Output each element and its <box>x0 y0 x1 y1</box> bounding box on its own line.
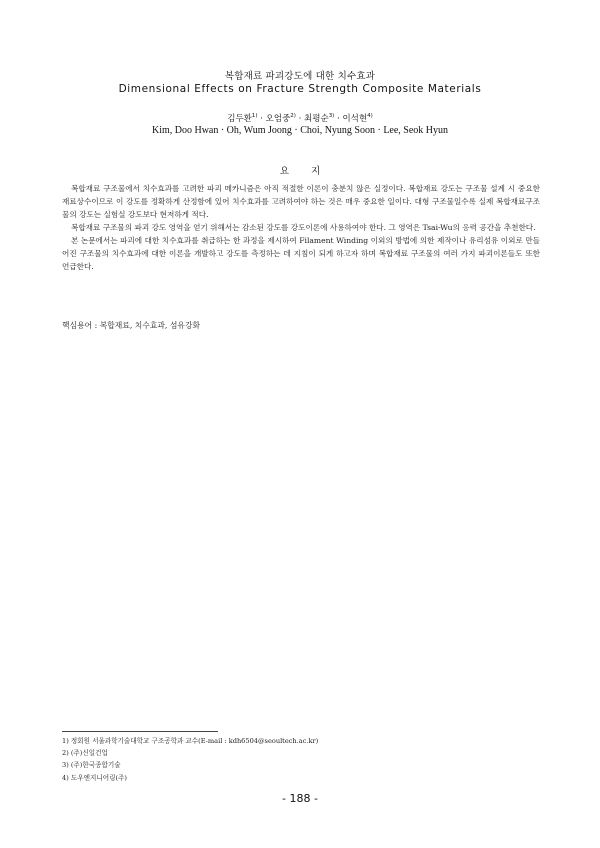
paper-title-korean: 복합재료 파괴강도에 대한 치수효과 <box>224 71 376 82</box>
author-name: 오엄중 <box>265 114 291 124</box>
footnote: 1) 정회원 서울과학기술대학교 구조공학과 교수(E-mail : kdh6504@seoultech.ac.kr) <box>62 737 319 745</box>
author-name: 최평순 <box>304 114 329 124</box>
footnote: 2) (주)신일건업 <box>62 749 108 758</box>
footnotes <box>62 735 318 784</box>
authors-korean <box>0 112 600 124</box>
author-footnote-mark: 1) <box>251 113 258 120</box>
author-separator: · <box>295 114 305 124</box>
author-name: 이석현 <box>342 114 368 124</box>
author-footnote-mark: 2) <box>290 113 296 120</box>
footnote-divider <box>62 731 218 732</box>
abstract-paragraph: 복합재료 구조물의 파괴 강도 영역을 얻기 위해서는 감소된 강도를 강도이론에 사용하여야 한다. 그 영역은 Tsai-Wu의 응력 공간을 추천한다. <box>71 223 536 232</box>
author-footnote-mark: 3) <box>328 113 335 120</box>
page-number: - 188 - <box>282 792 318 805</box>
paper-title-english: Dimensional Effects on Fracture Strength Composite Materials <box>118 83 482 95</box>
abstract-body <box>62 182 540 273</box>
abstract-paragraph: 복합재료 구조물에서 치수효과를 고려한 파괴 메카니즘은 아직 적절한 이론이 충분치 않은 실정이다. 복합재료 강도는 구조물 설계 시 중요한 재료상수이므로 이 강도를 정확하게 산정함에 있어 치수효과를 고려하여야 하는 것은 매우 중요한 일이다. 대형 구조물일수록 실제 복합재료구조물의 강도는 실험실 강도보다 현저하게 적다. <box>62 184 540 219</box>
footnote: 4) 도우엔지니어링(주) <box>62 773 127 782</box>
author-separator: · <box>257 114 266 124</box>
keywords: 핵심용어 : 복합재료, 치수효과, 섬유강화 <box>62 321 201 330</box>
author-separator: · <box>334 114 343 124</box>
author-footnote-mark: 4) <box>367 113 373 120</box>
abstract-heading: 요지 <box>279 166 343 177</box>
author-name: 김두환 <box>227 114 252 124</box>
authors-english: Kim, Doo Hwan · Oh, Wum Joong · Choi, Nyung Soon · Lee, Seok Hyun <box>151 125 449 136</box>
footnote: 3) (주)한국종합기술 <box>62 761 121 770</box>
abstract-paragraph: 본 논문에서는 파괴에 대한 치수효과를 취급하는 한 과정을 제시하여 Filament Winding 이외의 방법에 의한 제작이나 유리섬유 이외로 만들어진 구조물의 치수효과에 대한 이론을 개발하고 강도를 측정하는 데 지침이 되게 하고자 하며 복합재료 구조물의 여러 가지 파괴이론들도 또한 언급한다. <box>62 236 540 271</box>
